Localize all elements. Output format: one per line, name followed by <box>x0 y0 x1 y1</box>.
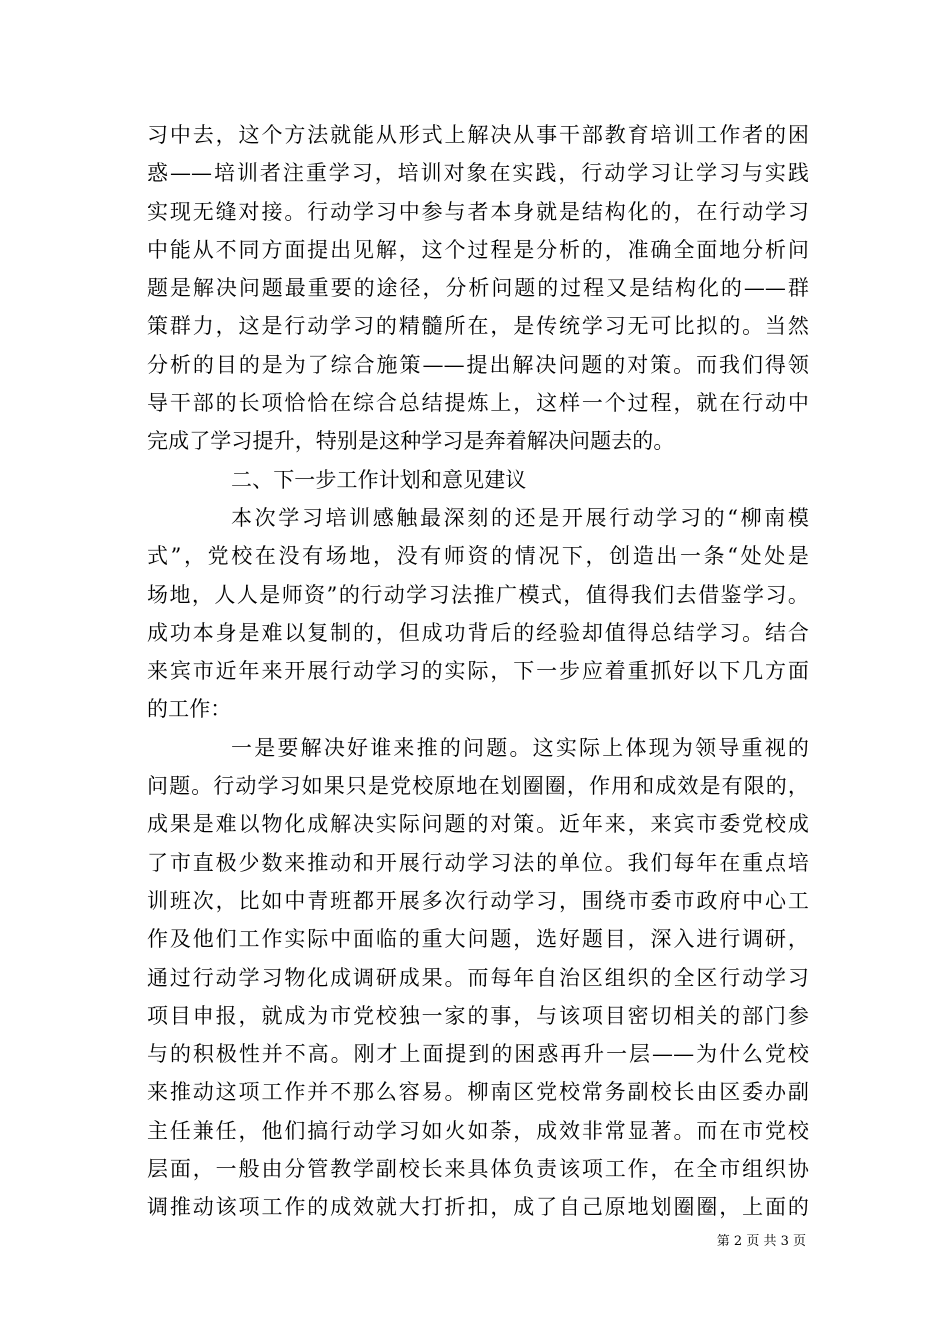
text-line: 场地，人人是师资”的行动学习法推广模式，值得我们去借鉴学习。 <box>147 582 809 607</box>
text-line: 主任兼任，他们搞行动学习如火如荼，成效非常显著。而在市党校 <box>147 1118 809 1143</box>
text-line: 分析的目的是为了综合施策——提出解决问题的对策。而我们得领 <box>147 352 809 377</box>
text-line: 了市直极少数来推动和开展行动学习法的单位。我们每年在重点培 <box>147 850 809 875</box>
text-line: 策群力，这是行动学习的精髓所在，是传统学习无可比拟的。当然 <box>147 314 809 339</box>
text-line: 成果是难以物化成解决实际问题的对策。近年来，来宾市委党校成 <box>147 812 809 837</box>
text-line: 习中去，这个方法就能从形式上解决从事干部教育培训工作者的困 <box>147 123 809 147</box>
text-line: 一是要解决好谁来推的问题。这实际上体现为领导重视的 <box>231 735 809 760</box>
text-line: 式”，党校在没有场地，没有师资的情况下，创造出一条“处处是 <box>147 544 809 569</box>
text-line: 来宾市近年来开展行动学习的实际，下一步应着重抓好以下几方面 <box>147 659 809 684</box>
text-line: 惑——培训者注重学习，培训对象在实践，行动学习让学习与实践 <box>147 161 809 186</box>
text-line: 成功本身是难以复制的，但成功背后的经验却值得总结学习。结合 <box>147 620 809 645</box>
text-line: 通过行动学习物化成调研成果。而每年自治区组织的全区行动学习 <box>147 965 809 990</box>
text-line: 问题。行动学习如果只是党校原地在划圈圈，作用和成效是有限的， <box>147 774 809 799</box>
text-line: 与的积极性并不高。刚才上面提到的困惑再升一层——为什么党校 <box>147 1042 809 1067</box>
text-line: 本次学习培训感触最深刻的还是开展行动学习的“柳南模 <box>231 505 809 530</box>
document-body <box>147 116 809 1227</box>
text-line: 调推动该项工作的成效就大打折扣，成了自己原地划圈圈，上面的 <box>147 1195 809 1220</box>
text-line: 层面，一般由分管教学副校长来具体负责该项工作，在全市组织协 <box>147 1157 809 1182</box>
section-heading: 二、下一步工作计划和意见建议 <box>231 467 527 492</box>
text-line: 中能从不同方面提出见解，这个过程是分析的，准确全面地分析问 <box>147 237 809 262</box>
text-line: 题是解决问题最重要的途径，分析问题的过程又是结构化的——群 <box>147 276 809 301</box>
text-line: 来推动这项工作并不那么容易。柳南区党校常务副校长由区委办副 <box>147 1080 809 1105</box>
page-number: 第 2 页 共 3 页 <box>716 1234 806 1249</box>
text-line: 导干部的长项恰恰在综合总结提炼上，这样一个过程，就在行动中 <box>147 391 809 416</box>
text-line: 训班次，比如中青班都开展多次行动学习，围绕市委市政府中心工 <box>147 888 809 913</box>
text-line: 实现无缝对接。行动学习中参与者本身就是结构化的，在行动学习 <box>147 199 809 224</box>
text-line: 的工作： <box>147 697 232 722</box>
text-line: 项目申报，就成为市党校独一家的事，与该项目密切相关的部门参 <box>147 1003 809 1028</box>
text-line: 作及他们工作实际中面临的重大问题，选好题目，深入进行调研， <box>147 927 809 952</box>
text-line: 完成了学习提升，特别是这种学习是奔着解决问题去的。 <box>147 429 675 454</box>
